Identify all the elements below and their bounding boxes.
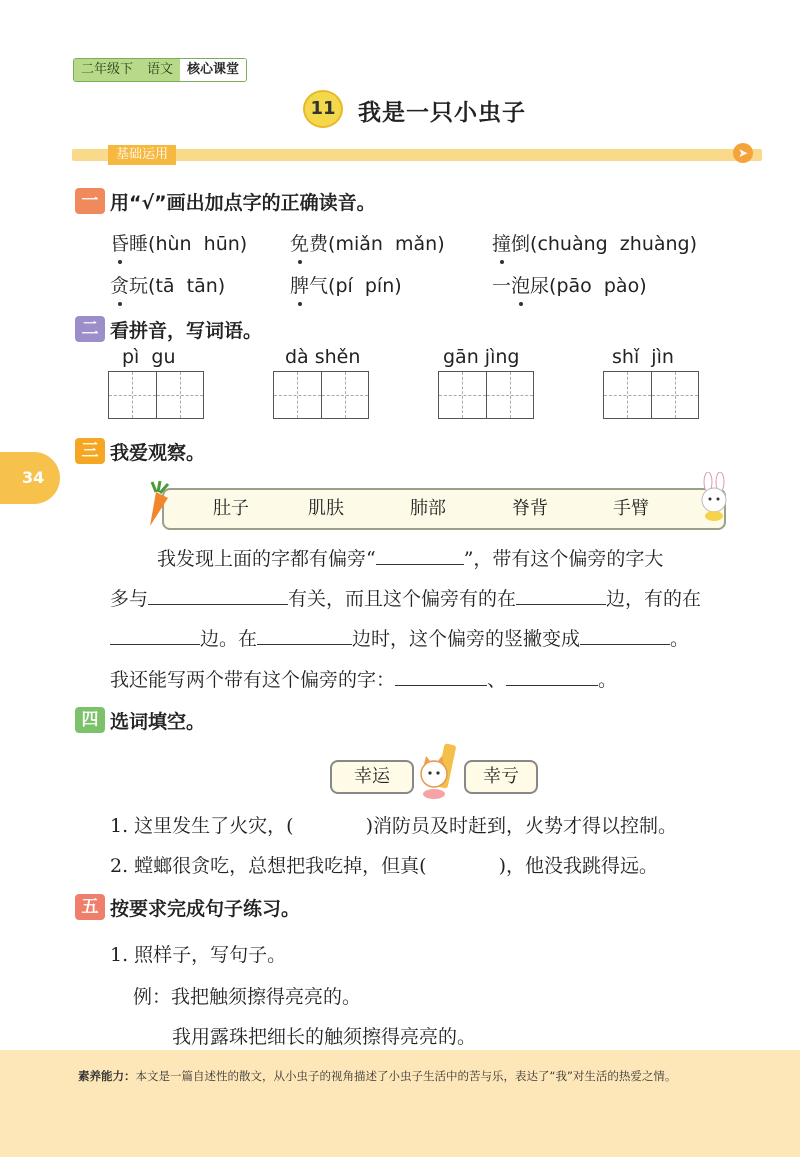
s3-line-3: 边。在 边时，这个偏旁的竖撇变成 。 bbox=[110, 624, 689, 651]
answer-blank[interactable] bbox=[376, 546, 464, 565]
subject-label: 语文 bbox=[140, 59, 180, 81]
s1-item: 撞倒(chuàng zhuàng) bbox=[492, 229, 697, 256]
s4-question: 1. 这里发生了火灾，( )消防员及时赶到，火势才得以控制。 bbox=[110, 815, 678, 837]
cat-pencil-icon bbox=[416, 742, 460, 800]
footer-body: 本文是一篇自述性的散文，从小虫子的视角描述了小虫子生活中的苦与乐，表达了“我”对生活的热爱之情。 bbox=[135, 1069, 677, 1083]
series-label: 核心课堂 bbox=[180, 59, 246, 81]
footer-label: 素养能力： bbox=[78, 1069, 136, 1083]
s3-word: 肺部 bbox=[410, 498, 446, 519]
section-1-icon: 一 bbox=[75, 188, 105, 214]
answer-blank[interactable] bbox=[110, 626, 200, 645]
s2-pinyin: shǐ jìn bbox=[612, 346, 674, 368]
section-2-title: 看拼音，写词语。 bbox=[110, 320, 263, 342]
s1-word: 昏睡 bbox=[110, 233, 148, 255]
s3-word: 肚子 bbox=[213, 498, 249, 519]
writing-grid[interactable] bbox=[273, 371, 369, 419]
s3-word: 肌肤 bbox=[308, 498, 344, 519]
section-3-icon: 三 bbox=[75, 438, 105, 464]
s1-item: 贪玩(tā tān) bbox=[110, 271, 225, 298]
band-label: 基础运用 bbox=[108, 145, 176, 165]
s3-line-1: 我发现上面的字都有偏旁“ ”，带有这个偏旁的字大 bbox=[157, 548, 664, 570]
section-1-title: 用“√”画出加点字的正确读音。 bbox=[110, 192, 376, 214]
s2-pinyin: pì gu bbox=[122, 346, 176, 368]
page-number: 34 bbox=[0, 452, 60, 504]
answer-blank[interactable] bbox=[506, 667, 598, 686]
arrow-icon: ➤ bbox=[733, 143, 753, 163]
s2-pinyin: dà shěn bbox=[285, 346, 361, 368]
s1-item: 免费(miǎn mǎn) bbox=[290, 229, 445, 256]
s1-item: 昏睡(hùn hūn) bbox=[110, 229, 247, 256]
s1-word: 一泡尿 bbox=[492, 275, 549, 297]
s1-word: 免费 bbox=[290, 233, 328, 255]
s1-word: 贪玩 bbox=[110, 275, 148, 297]
answer-blank[interactable] bbox=[516, 586, 606, 605]
section-2-icon: 二 bbox=[75, 316, 105, 342]
s1-word: 撞倒 bbox=[492, 233, 530, 255]
writing-grid[interactable] bbox=[603, 371, 699, 419]
s4-question: 2. 螳螂很贪吃，总想把我吃掉，但真( )，他没我跳得远。 bbox=[110, 855, 659, 877]
lesson-number-badge: 11 bbox=[303, 90, 343, 128]
section-5-icon: 五 bbox=[75, 894, 105, 920]
s3-word: 脊背 bbox=[512, 498, 548, 519]
s5-example: 例：我把触须擦得亮亮的。 bbox=[133, 986, 362, 1008]
answer-blank[interactable] bbox=[257, 626, 352, 645]
carrot-icon bbox=[138, 480, 174, 530]
s1-word: 脾气 bbox=[290, 275, 328, 297]
s3-word: 手臂 bbox=[613, 498, 649, 519]
s5-item-1: 1. 照样子，写句子。 bbox=[110, 944, 287, 966]
s2-pinyin: gān jìng bbox=[443, 346, 520, 368]
word-option: 幸亏 bbox=[464, 760, 538, 794]
lesson-title: 我是一只小虫子 bbox=[358, 100, 526, 126]
word-option: 幸运 bbox=[330, 760, 414, 794]
section-3-title: 我爱观察。 bbox=[110, 442, 206, 464]
footer-note bbox=[78, 1066, 768, 1086]
s5-example-2: 我用露珠把细长的触须擦得亮亮的。 bbox=[172, 1026, 477, 1048]
answer-blank[interactable] bbox=[148, 586, 288, 605]
section-4-icon: 四 bbox=[75, 707, 105, 733]
section-4-title: 选词填空。 bbox=[110, 711, 206, 733]
bunny-icon bbox=[694, 472, 734, 522]
s3-line-4: 我还能写两个带有这个偏旁的字： 、 。 bbox=[110, 669, 618, 691]
writing-grid[interactable] bbox=[108, 371, 204, 419]
writing-grid[interactable] bbox=[438, 371, 534, 419]
header-tab bbox=[73, 58, 247, 82]
section-5-title: 按要求完成句子练习。 bbox=[110, 898, 301, 920]
s3-line-2: 多与 有关，而且这个偏旁有的在 边，有的在 bbox=[110, 588, 702, 610]
s1-item: 一泡尿(pāo pào) bbox=[492, 271, 647, 298]
grade-label: 二年级下 bbox=[74, 59, 140, 81]
answer-blank[interactable] bbox=[580, 626, 670, 645]
answer-blank[interactable] bbox=[395, 667, 487, 686]
s1-item: 脾气(pí pín) bbox=[290, 271, 402, 298]
